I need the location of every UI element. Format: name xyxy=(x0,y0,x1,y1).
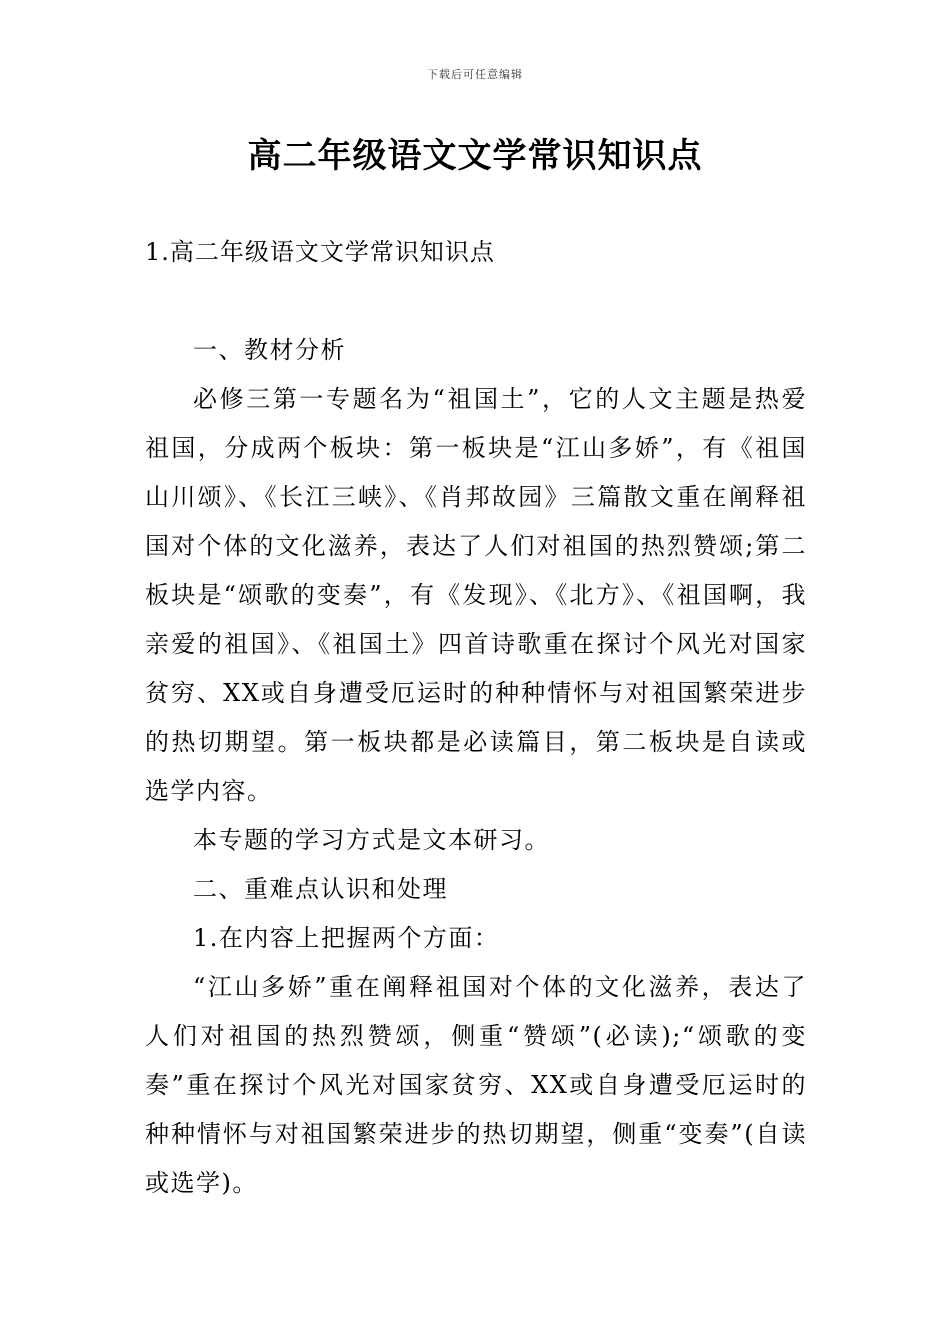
subheading-key-points: 二、重难点认识和处理 xyxy=(193,875,448,903)
subheading-textbook-analysis: 一、教材分析 xyxy=(193,336,346,364)
document-title: 高二年级语文文学常识知识点 xyxy=(247,136,703,176)
paragraph-content-detail: “江山多娇”重在阐释祖国对个体的文化滋养，表达了人们对祖国的热烈赞颂，侧重“赞颂”(必读);“颂歌的变奏”重在探讨个风光对国家贫穷、XX或自身遭受厄运时的种种情怀与对祖国繁荣进步的热切期望，侧重“变奏”(自读或选学)。 xyxy=(145,973,807,1197)
header-note: 下载后可任意编辑 xyxy=(427,68,523,81)
paragraph-topic-overview: 必修三第一专题名为“祖国土”，它的人文主题是热爱祖国，分成两个板块：第一板块是“江山多娇”，有《祖国山川颂》、《长江三峡》、《肖邦故园》三篇散文重在阐释祖国对个体的文化滋养，表达了人们对祖国的热烈赞颂;第二板块是“颂歌的变奏”，有《发现》、《北方》、《祖国啊，我亲爱的祖国》、《祖国土》四首诗歌重在探讨个风光对国家贫穷、XX或自身遭受厄运时的种种情怀与对祖国繁荣进步的热切期望。第一板块都是必读篇目，第二板块是自读或选学内容。 xyxy=(145,385,807,805)
section-heading: 1.高二年级语文文学常识知识点 xyxy=(145,238,495,266)
document-body xyxy=(145,326,807,1208)
subheading-content-aspects: 1.在内容上把握两个方面： xyxy=(193,924,500,952)
paragraph-learning-method: 本专题的学习方式是文本研习。 xyxy=(193,826,550,854)
